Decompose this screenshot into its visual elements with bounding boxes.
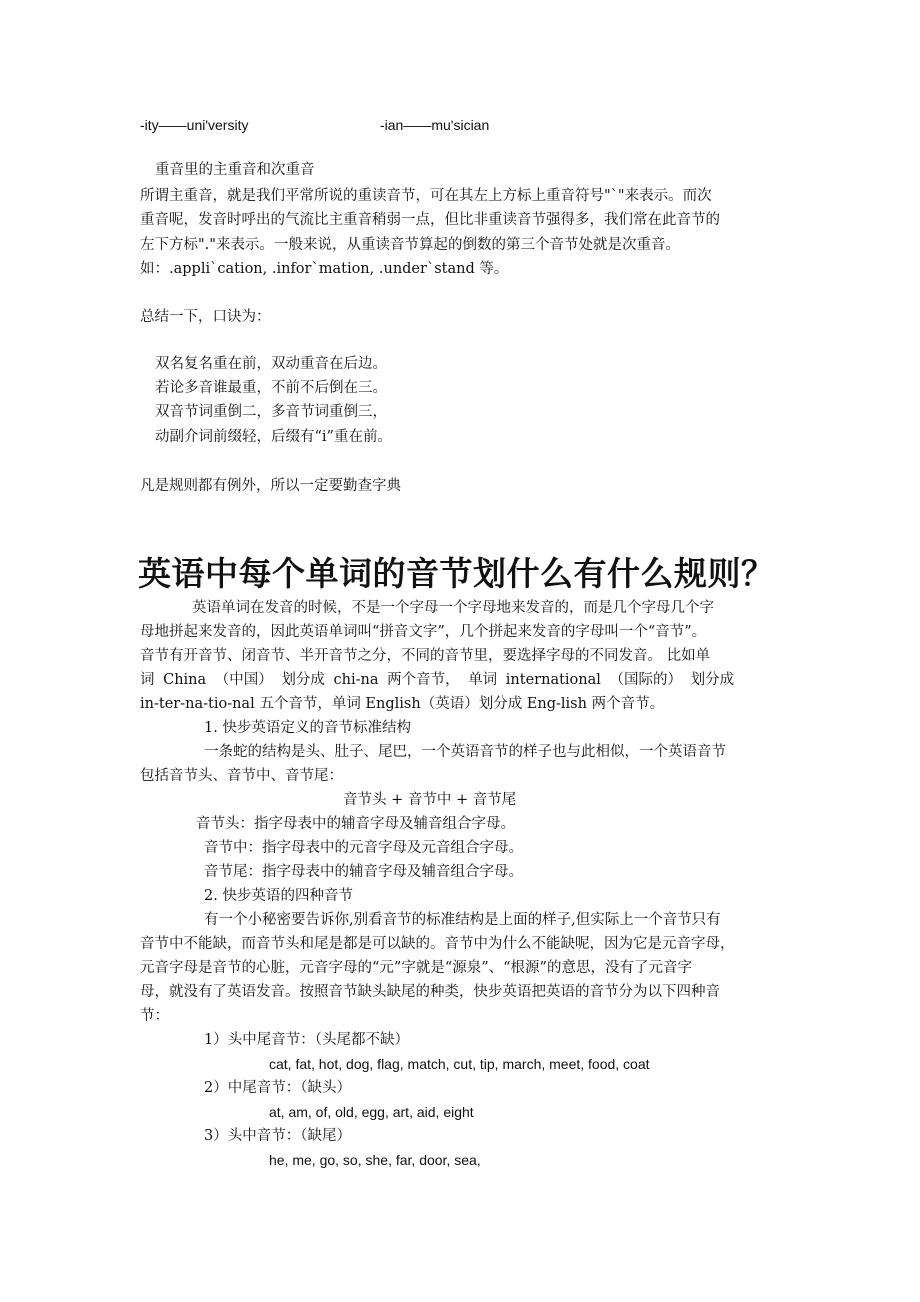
article-title: 英语中每个单词的音节划什么有什么规则？ bbox=[138, 554, 775, 593]
intro-line: in-ter-na-tio-nal 五个音节，单词 English（英语）划分成 Eng-lish 两个音节。 bbox=[140, 696, 665, 712]
intro-line: 母地拼起来发音的，因此英语单词叫“拼音文字”，几个拼起来发音的字母叫一个“音节”。 bbox=[140, 624, 707, 640]
section-1-line: 包括音节头、音节中、音节尾： bbox=[140, 768, 343, 784]
section-2-line: 节： bbox=[140, 1008, 169, 1024]
rhyme-line: 动副介词前缀轻，后缀有“i”重在前。 bbox=[155, 429, 392, 445]
rhyme-line: 双音节词重倒二，多音节词重倒三， bbox=[155, 404, 387, 420]
section-2-line: 音节中不能缺，而音节头和尾是都是可以缺的。音节中为什么不能缺呢，因为它是元音字母， bbox=[140, 936, 735, 952]
intro-line: 词 China （中国） 划分成 chi-na 两个音节， 单词 international （国际的） 划分成 bbox=[140, 672, 735, 688]
section-2-line: 元音字母是音节的心脏，元音字母的“元”字就是“源泉”、“根源”的意思，没有了元音字 bbox=[140, 960, 692, 976]
section-1-title: 1. 快步英语定义的音节标准结构 bbox=[204, 720, 411, 736]
example-suffix-ian: -ian——mu'sician bbox=[380, 117, 490, 133]
stress-para-line: 左下方标"."来表示。一般来说，从重读音节算起的倒数的第三个音节处就是次重音。 bbox=[140, 237, 680, 253]
example-suffix-ity: -ity——uni'versity bbox=[140, 117, 249, 133]
syllable-type-label: 1）头中尾音节：（头尾都不缺） bbox=[204, 1032, 409, 1048]
syllable-type-examples: at, am, of, old, egg, art, aid, eight bbox=[269, 1104, 474, 1120]
syllable-type-examples: he, me, go, so, she, far, door, sea, bbox=[269, 1152, 481, 1168]
intro-line: 音节有开音节、闭音节、半开音节之分，不同的音节里，要选择字母的不同发音。 比如单 bbox=[140, 648, 711, 664]
syllable-type-label: 2）中尾音节：（缺头） bbox=[204, 1080, 351, 1096]
syllable-type-examples: cat, fat, hot, dog, flag, match, cut, tip, march, meet, food, coat bbox=[269, 1056, 650, 1072]
definition-tail: 音节尾：指字母表中的辅音字母及辅音组合字母。 bbox=[204, 864, 523, 880]
stress-para-line: 重音呢，发音时呼出的气流比主重音稍弱一点，但比非重读音节强得多，我们常在此音节的 bbox=[140, 212, 720, 228]
section-2-title: 2. 快步英语的四种音节 bbox=[204, 888, 353, 904]
syllable-formula: 音节头 + 音节中 + 音节尾 bbox=[343, 792, 517, 808]
syllable-type-label: 3）头中音节：（缺尾） bbox=[204, 1128, 351, 1144]
summary-intro: 总结一下，口诀为： bbox=[140, 309, 271, 325]
stress-section-title: 重音里的主重音和次重音 bbox=[155, 162, 315, 178]
summary-note: 凡是规则都有例外，所以一定要勤查字典 bbox=[140, 478, 401, 494]
definition-head: 音节头：指字母表中的辅音字母及辅音组合字母。 bbox=[196, 816, 515, 832]
rhyme-line: 双名复名重在前，双动重音在后边。 bbox=[155, 356, 387, 372]
stress-para-line: 所谓主重音，就是我们平常所说的重读音节，可在其左上方标上重音符号"`"来表示。而次 bbox=[140, 188, 712, 204]
section-1-line: 一条蛇的结构是头、肚子、尾巴，一个英语音节的样子也与此相似，一个英语音节 bbox=[204, 744, 726, 760]
stress-para-line: 如：.appli`cation, .infor`mation, .under`stand 等。 bbox=[140, 261, 509, 277]
definition-middle: 音节中：指字母表中的元音字母及元音组合字母。 bbox=[204, 840, 523, 856]
intro-line: 英语单词在发音的时候，不是一个字母一个字母地来发音的，而是几个字母几个字 bbox=[192, 600, 714, 616]
section-2-line: 母，就没有了英语发音。按照音节缺头缺尾的种类，快步英语把英语的音节分为以下四种音 bbox=[140, 984, 720, 1000]
section-2-line: 有一个小秘密要告诉你,别看音节的标准结构是上面的样子,但实际上一个音节只有 bbox=[204, 912, 721, 928]
rhyme-line: 若论多音谁最重，不前不后倒在三。 bbox=[155, 380, 387, 396]
